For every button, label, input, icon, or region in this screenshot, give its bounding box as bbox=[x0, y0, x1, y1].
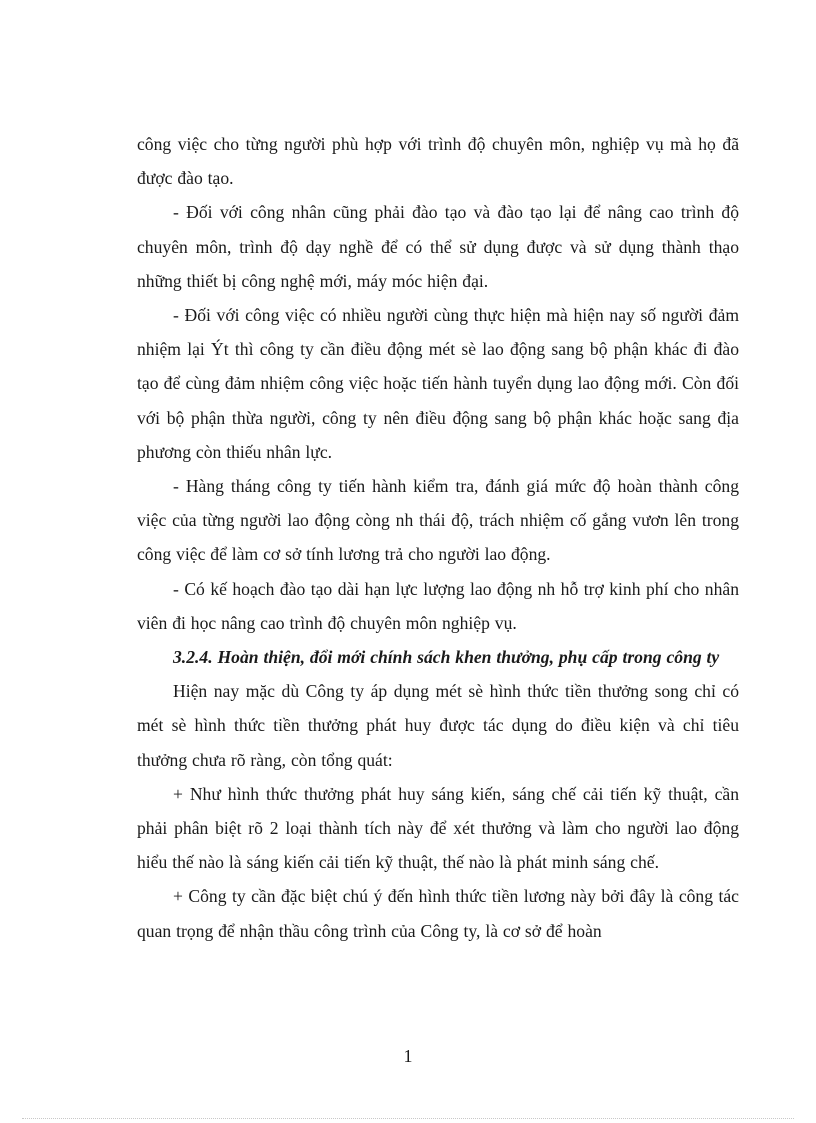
section-heading: 3.2.4. Hoàn thiện, đổi mới chính sách khen thưởng, phụ cấp trong công ty bbox=[173, 647, 720, 668]
paragraph-innovation-bonus: + Như hình thức thưởng phát huy sáng kiến, sáng chế cải tiến kỹ thuật, cần phải phân biệt rõ 2 loại thành tích này để xét thưởng và làm cho người lao động hiểu thế nào là sáng kiến cải tiến kỹ thuật, thế nào là phát minh sáng chế. bbox=[137, 783, 739, 873]
paragraph-monthly-evaluation: - Hàng tháng công ty tiến hành kiểm tra, đánh giá mức độ hoàn thành công việc của từng người lao động còng nh thái độ, trách nhiệm cố gắng vươn lên trong công việc để làm cơ sở tính lương trả cho người lao động. bbox=[137, 476, 739, 565]
paragraph-long-term-training: - Có kế hoạch đào tạo dài hạn lực lượng lao động nh hỗ trợ kinh phí cho nhân viên đi học nâng cao trình độ chuyên môn nghiệp vụ. bbox=[137, 578, 739, 633]
paragraph-worker-training: - Đối với công nhân cũng phải đào tạo và đào tạo lại để nâng cao trình độ chuyên môn, trình độ dạy nghề để có thể sử dụng được và sử dụng thành thạo những thiết bị công nghệ mới, máy móc hiện đại. bbox=[137, 202, 739, 291]
footer-divider bbox=[22, 1118, 794, 1119]
page-number: 1 bbox=[403, 1046, 413, 1066]
paragraph-staff-reallocation: - Đối với công việc có nhiều người cùng thực hiện mà hiện nay số người đảm nhiệm lại Ýt thì công ty cần điều động mét sè lao động sang bộ phận khác đi đào tạo để cùng đảm nhiệm công việc hoặc tiến hành tuyển dụng lao động mới. Còn đối với bộ phận thừa người, công ty nên điều động sang bộ phận khác hoặc sang địa phương còn thiếu nhân lực. bbox=[137, 305, 739, 462]
paragraph-salary-attention: + Công ty cần đặc biệt chú ý đến hình thức tiền lương này bởi đây là công tác quan trọng để nhận thầu công trình của Công ty, là cơ sở để hoàn bbox=[137, 886, 739, 941]
document-body bbox=[137, 127, 739, 948]
paragraph-bonus-forms: Hiện nay mặc dù Công ty áp dụng mét sè hình thức tiền thưởng song chỉ có mét sè hình thức tiền thưởng phát huy được tác dụng do điều kiện và chỉ tiêu thưởng chưa rõ ràng, còn tổng quát: bbox=[137, 681, 739, 770]
paragraph-continuation: công việc cho từng người phù hợp với trình độ chuyên môn, nghiệp vụ mà họ đã được đào tạo. bbox=[137, 134, 739, 189]
